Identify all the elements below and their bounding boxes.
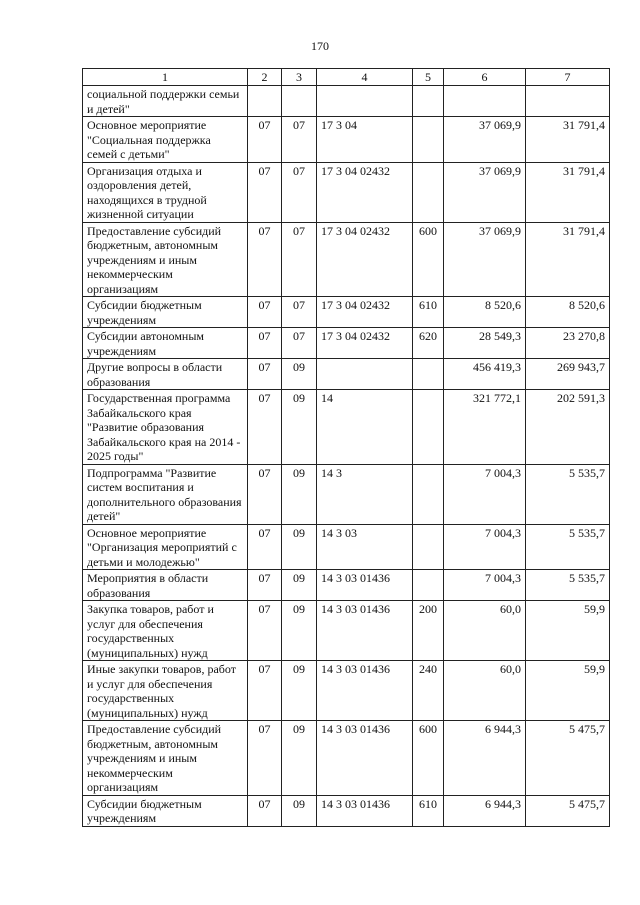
row-name: Другие вопросы в области образования	[83, 359, 248, 390]
cell-target-code: 14	[317, 390, 413, 465]
row-name: Иные закупки товаров, работ и услуг для обеспечения государственных (муниципальных) нужд	[83, 661, 248, 721]
table-row	[83, 390, 610, 465]
cell-section: 07	[248, 721, 282, 796]
table-row	[83, 524, 610, 570]
cell-target-code: 14 3 03 01436	[317, 601, 413, 661]
cell-subsection	[282, 86, 317, 117]
cell-amount-7: 31 791,4	[526, 162, 610, 222]
cell-subsection: 09	[282, 601, 317, 661]
row-name: Субсидии бюджетным учреждениям	[83, 297, 248, 328]
column-header-2: 2	[248, 69, 282, 86]
cell-expense-type: 240	[413, 661, 444, 721]
cell-subsection: 09	[282, 359, 317, 390]
table-row	[83, 222, 610, 297]
cell-section: 07	[248, 601, 282, 661]
cell-amount-7: 8 520,6	[526, 297, 610, 328]
cell-amount-6: 28 549,3	[444, 328, 526, 359]
cell-amount-7: 5 535,7	[526, 464, 610, 524]
cell-target-code: 17 3 04 02432	[317, 328, 413, 359]
cell-amount-6: 37 069,9	[444, 162, 526, 222]
cell-section: 07	[248, 390, 282, 465]
cell-expense-type	[413, 524, 444, 570]
cell-target-code: 17 3 04 02432	[317, 162, 413, 222]
table-row	[83, 86, 610, 117]
cell-subsection: 09	[282, 524, 317, 570]
cell-expense-type: 200	[413, 601, 444, 661]
cell-subsection: 09	[282, 570, 317, 601]
row-name: Субсидии бюджетным учреждениям	[83, 795, 248, 826]
cell-amount-6: 7 004,3	[444, 524, 526, 570]
row-name: Основное мероприятие "Организация мероприятий с детьми и молодежью"	[83, 524, 248, 570]
cell-expense-type: 600	[413, 721, 444, 796]
cell-target-code: 14 3 03 01436	[317, 570, 413, 601]
table-row	[83, 328, 610, 359]
cell-section: 07	[248, 795, 282, 826]
cell-target-code: 14 3 03 01436	[317, 721, 413, 796]
cell-section: 07	[248, 328, 282, 359]
table-row	[83, 661, 610, 721]
cell-amount-6: 321 772,1	[444, 390, 526, 465]
budget-table	[82, 68, 610, 827]
table-row	[83, 721, 610, 796]
cell-section: 07	[248, 661, 282, 721]
table-row	[83, 795, 610, 826]
cell-subsection: 07	[282, 162, 317, 222]
cell-amount-6: 37 069,9	[444, 222, 526, 297]
cell-subsection: 07	[282, 297, 317, 328]
column-header-7: 7	[526, 69, 610, 86]
cell-target-code: 17 3 04	[317, 117, 413, 163]
cell-expense-type: 610	[413, 297, 444, 328]
cell-target-code: 14 3 03 01436	[317, 661, 413, 721]
cell-section: 07	[248, 359, 282, 390]
row-name: Основное мероприятие "Социальная поддержка семей с детьми"	[83, 117, 248, 163]
cell-amount-7: 59,9	[526, 601, 610, 661]
column-header-4: 4	[317, 69, 413, 86]
cell-subsection: 09	[282, 795, 317, 826]
column-header-1: 1	[83, 69, 248, 86]
cell-expense-type	[413, 570, 444, 601]
cell-expense-type: 600	[413, 222, 444, 297]
cell-section: 07	[248, 297, 282, 328]
cell-subsection: 09	[282, 721, 317, 796]
cell-amount-6: 7 004,3	[444, 570, 526, 601]
row-name: Организация отдыха и оздоровления детей, находящихся в трудной жизненной ситуации	[83, 162, 248, 222]
cell-amount-7: 23 270,8	[526, 328, 610, 359]
page-number: 170	[311, 39, 329, 53]
table-row	[83, 297, 610, 328]
table-row	[83, 570, 610, 601]
cell-amount-6: 8 520,6	[444, 297, 526, 328]
cell-subsection: 09	[282, 661, 317, 721]
table-row	[83, 464, 610, 524]
cell-amount-7: 31 791,4	[526, 222, 610, 297]
cell-expense-type	[413, 162, 444, 222]
cell-amount-6: 6 944,3	[444, 795, 526, 826]
row-name: Подпрограмма "Развитие систем воспитания и дополнительного образования детей"	[83, 464, 248, 524]
cell-expense-type	[413, 117, 444, 163]
cell-target-code: 14 3 03	[317, 524, 413, 570]
cell-section: 07	[248, 117, 282, 163]
cell-amount-6	[444, 86, 526, 117]
cell-amount-7: 5 475,7	[526, 721, 610, 796]
cell-section	[248, 86, 282, 117]
cell-target-code: 14 3 03 01436	[317, 795, 413, 826]
cell-expense-type	[413, 464, 444, 524]
cell-amount-7: 202 591,3	[526, 390, 610, 465]
column-header-6: 6	[444, 69, 526, 86]
cell-amount-7: 59,9	[526, 661, 610, 721]
cell-amount-6: 60,0	[444, 601, 526, 661]
cell-amount-7	[526, 86, 610, 117]
cell-amount-7: 5 535,7	[526, 524, 610, 570]
cell-amount-7: 5 475,7	[526, 795, 610, 826]
header-row	[83, 69, 610, 86]
row-name: Предоставление субсидий бюджетным, автономным учреждениям и иным некоммерческим организациям	[83, 721, 248, 796]
row-name: Закупка товаров, работ и услуг для обеспечения государственных (муниципальных) нужд	[83, 601, 248, 661]
row-name: социальной поддержки семьи и детей"	[83, 86, 248, 117]
cell-expense-type: 610	[413, 795, 444, 826]
cell-amount-6: 7 004,3	[444, 464, 526, 524]
cell-expense-type	[413, 359, 444, 390]
cell-section: 07	[248, 464, 282, 524]
cell-amount-7: 269 943,7	[526, 359, 610, 390]
cell-subsection: 07	[282, 222, 317, 297]
cell-amount-6: 456 419,3	[444, 359, 526, 390]
cell-target-code	[317, 86, 413, 117]
cell-subsection: 07	[282, 117, 317, 163]
row-name: Мероприятия в области образования	[83, 570, 248, 601]
cell-subsection: 07	[282, 328, 317, 359]
cell-expense-type	[413, 390, 444, 465]
row-name: Государственная программа Забайкальского края "Развитие образования Забайкальского края на 2014 - 2025 годы"	[83, 390, 248, 465]
row-name: Предоставление субсидий бюджетным, автономным учреждениям и иным некоммерческим организациям	[83, 222, 248, 297]
cell-amount-7: 31 791,4	[526, 117, 610, 163]
cell-target-code: 14 3	[317, 464, 413, 524]
column-header-5: 5	[413, 69, 444, 86]
cell-section: 07	[248, 222, 282, 297]
cell-amount-6: 37 069,9	[444, 117, 526, 163]
cell-subsection: 09	[282, 390, 317, 465]
table-row	[83, 117, 610, 163]
cell-expense-type: 620	[413, 328, 444, 359]
cell-target-code: 17 3 04 02432	[317, 297, 413, 328]
table-row	[83, 359, 610, 390]
cell-amount-6: 60,0	[444, 661, 526, 721]
cell-target-code: 17 3 04 02432	[317, 222, 413, 297]
column-header-3: 3	[282, 69, 317, 86]
cell-amount-6: 6 944,3	[444, 721, 526, 796]
cell-expense-type	[413, 86, 444, 117]
cell-amount-7: 5 535,7	[526, 570, 610, 601]
row-name: Субсидии автономным учреждениям	[83, 328, 248, 359]
cell-section: 07	[248, 162, 282, 222]
cell-subsection: 09	[282, 464, 317, 524]
cell-section: 07	[248, 524, 282, 570]
cell-section: 07	[248, 570, 282, 601]
table-row	[83, 162, 610, 222]
cell-target-code	[317, 359, 413, 390]
table-row	[83, 601, 610, 661]
